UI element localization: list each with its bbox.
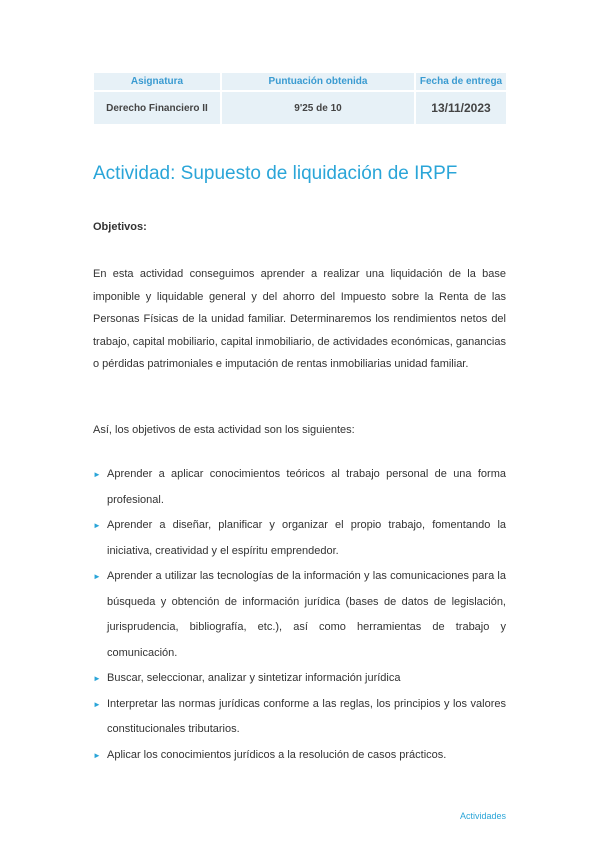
objective-item (93, 513, 506, 564)
list-intro: Así, los objetivos de esta actividad son los siguientes: (93, 424, 355, 436)
footer-label: Actividades (459, 811, 506, 821)
info-table (94, 73, 506, 124)
objectives-heading: Objetivos: (93, 221, 147, 233)
info-table-value-row (94, 91, 506, 124)
subject-value: Derecho Financiero II (94, 91, 221, 124)
bullet-arrow-icon: ► (93, 572, 101, 581)
objective-text: Interpretar las normas jurídicas conforme a las reglas, los principios y los valores constitucionales tributarios. (107, 697, 506, 735)
objective-item (93, 666, 506, 692)
objective-text: Aprender a utilizar las tecnologías de la información y las comunicaciones para la búsqueda y obtención de información jurídica (bases de datos de legislación, jurisprudencia, bibliografía, etc.), así como herramientas de trabajo y comunicación. (107, 570, 506, 659)
bullet-arrow-icon: ► (93, 521, 101, 530)
subject-column-header: Asignatura (94, 73, 221, 91)
bullet-arrow-icon: ► (93, 699, 101, 709)
date-column-header: Fecha de entrega (415, 73, 506, 91)
objective-text: Buscar, seleccionar, analizar y sintetizar información jurídica (107, 672, 401, 684)
bullet-arrow-icon: ► (93, 674, 101, 683)
bullet-arrow-icon: ► (93, 750, 101, 760)
objective-item (93, 462, 506, 513)
objective-item (93, 564, 506, 666)
objective-item (93, 692, 506, 743)
bullet-arrow-icon: ► (93, 470, 101, 479)
objective-text: Aplicar los conocimientos jurídicos a la resolución de casos prácticos. (107, 748, 447, 761)
objective-item (93, 743, 506, 769)
date-value: 13/11/2023 (415, 91, 506, 124)
page-title: Actividad: Supuesto de liquidación de IRPF (93, 163, 458, 184)
objectives-list (93, 462, 506, 768)
objective-text: Aprender a aplicar conocimientos teóricos al trabajo personal de una forma profesional. (107, 468, 506, 506)
intro-paragraph: En esta actividad conseguimos aprender a realizar una liquidación de la base imponible y liquidable general y del ahorro del Impuesto sobre la Renta de las Personas Físicas de la unidad familiar. Determinaremos los rendimientos netos del trabajo, capital mobiliario, capital inmobiliario, de actividades económicas, ganancias o pérdidas patrimoniales e imputación de rentas inmobiliarias unidad familiar. (93, 268, 506, 370)
info-table-header-row (94, 73, 506, 91)
score-column-header: Puntuación obtenida (221, 73, 415, 91)
score-value: 9'25 de 10 (221, 91, 415, 124)
objective-text: Aprender a diseñar, planificar y organizar el propio trabajo, fomentando la iniciativa, creatividad y el espíritu emprendedor. (107, 519, 506, 557)
